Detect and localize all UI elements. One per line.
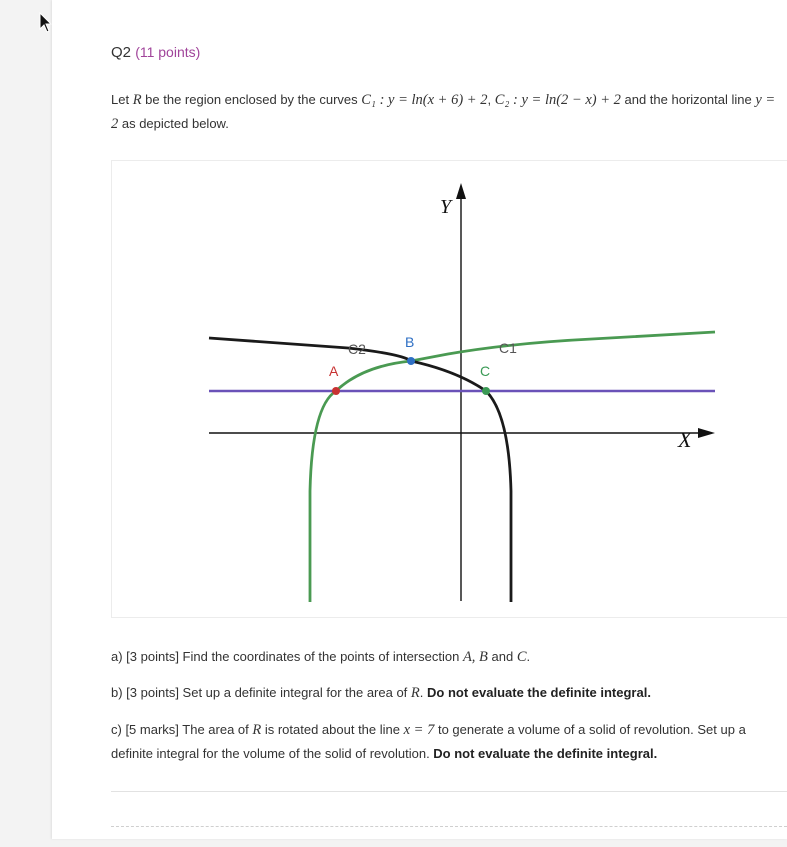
part-a-text: and xyxy=(487,649,517,664)
x-axis-arrow-icon xyxy=(698,428,715,438)
curve-c2 xyxy=(209,338,511,602)
region-symbol: R xyxy=(410,685,420,701)
graph-svg xyxy=(112,161,787,617)
curve-c2-label: C2 xyxy=(348,341,366,357)
part-a-text: a) [3 points] Find the coordinates of the points of intersection xyxy=(111,649,463,664)
region-symbol: R xyxy=(252,722,262,738)
part-a xyxy=(111,645,783,669)
rotation-line-equation: x = 7 xyxy=(403,722,435,738)
question-number: Q2 xyxy=(111,44,132,61)
curve-c1 xyxy=(310,332,715,602)
part-c-text: is rotated about the line xyxy=(261,722,404,737)
part-c xyxy=(111,718,783,766)
prompt-text: , xyxy=(487,92,495,107)
point-b-label: B xyxy=(405,334,415,350)
point-b xyxy=(407,357,415,365)
part-b xyxy=(111,681,783,705)
region-figure xyxy=(111,160,787,618)
point-c xyxy=(482,387,490,395)
prompt-text: be the region enclosed by the curves xyxy=(141,92,362,107)
point-a xyxy=(332,387,340,395)
point-c-symbol: C xyxy=(516,649,527,665)
y-axis-label: Y xyxy=(440,196,452,218)
question-page xyxy=(52,0,787,839)
question-points: (11 points) xyxy=(135,44,201,60)
curve-c2-equation: C₂ : y = ln(2 − x) + 2 xyxy=(494,92,621,108)
part-b-text: . xyxy=(419,685,428,700)
point-c-label: C xyxy=(480,363,491,379)
region-symbol: R xyxy=(132,92,142,108)
part-c-text: to generate a volume of a solid of revolution. Set up a definite integral for the volume of the solid of revolution. xyxy=(111,722,746,761)
horizontal-line-equation: y = 2 xyxy=(111,92,776,132)
prompt-text: and the horizontal line xyxy=(620,92,756,107)
curve-c1-label: C1 xyxy=(499,340,517,356)
point-a-label: A xyxy=(329,363,339,379)
part-c-instruction: Do not evaluate the definite integral. xyxy=(433,746,658,761)
x-axis-label: X xyxy=(678,427,692,452)
prompt-text: as depicted below. xyxy=(118,116,229,131)
section-divider xyxy=(111,791,787,792)
y-axis-arrow-icon xyxy=(456,183,466,199)
points-ab: A, B xyxy=(462,649,488,665)
part-b-text: b) [3 points] Set up a definite integral for the area of xyxy=(111,685,411,700)
part-c-text: c) [5 marks] The area of xyxy=(111,722,253,737)
question-prompt xyxy=(111,88,783,136)
question-title xyxy=(111,44,200,61)
curve-c1-equation: C₁ : y = ln(x + 6) + 2 xyxy=(361,92,488,108)
part-a-text: . xyxy=(526,649,531,664)
part-b-instruction: Do not evaluate the definite integral. xyxy=(427,685,651,700)
answer-box[interactable] xyxy=(111,826,787,847)
prompt-text: Let xyxy=(111,92,133,107)
